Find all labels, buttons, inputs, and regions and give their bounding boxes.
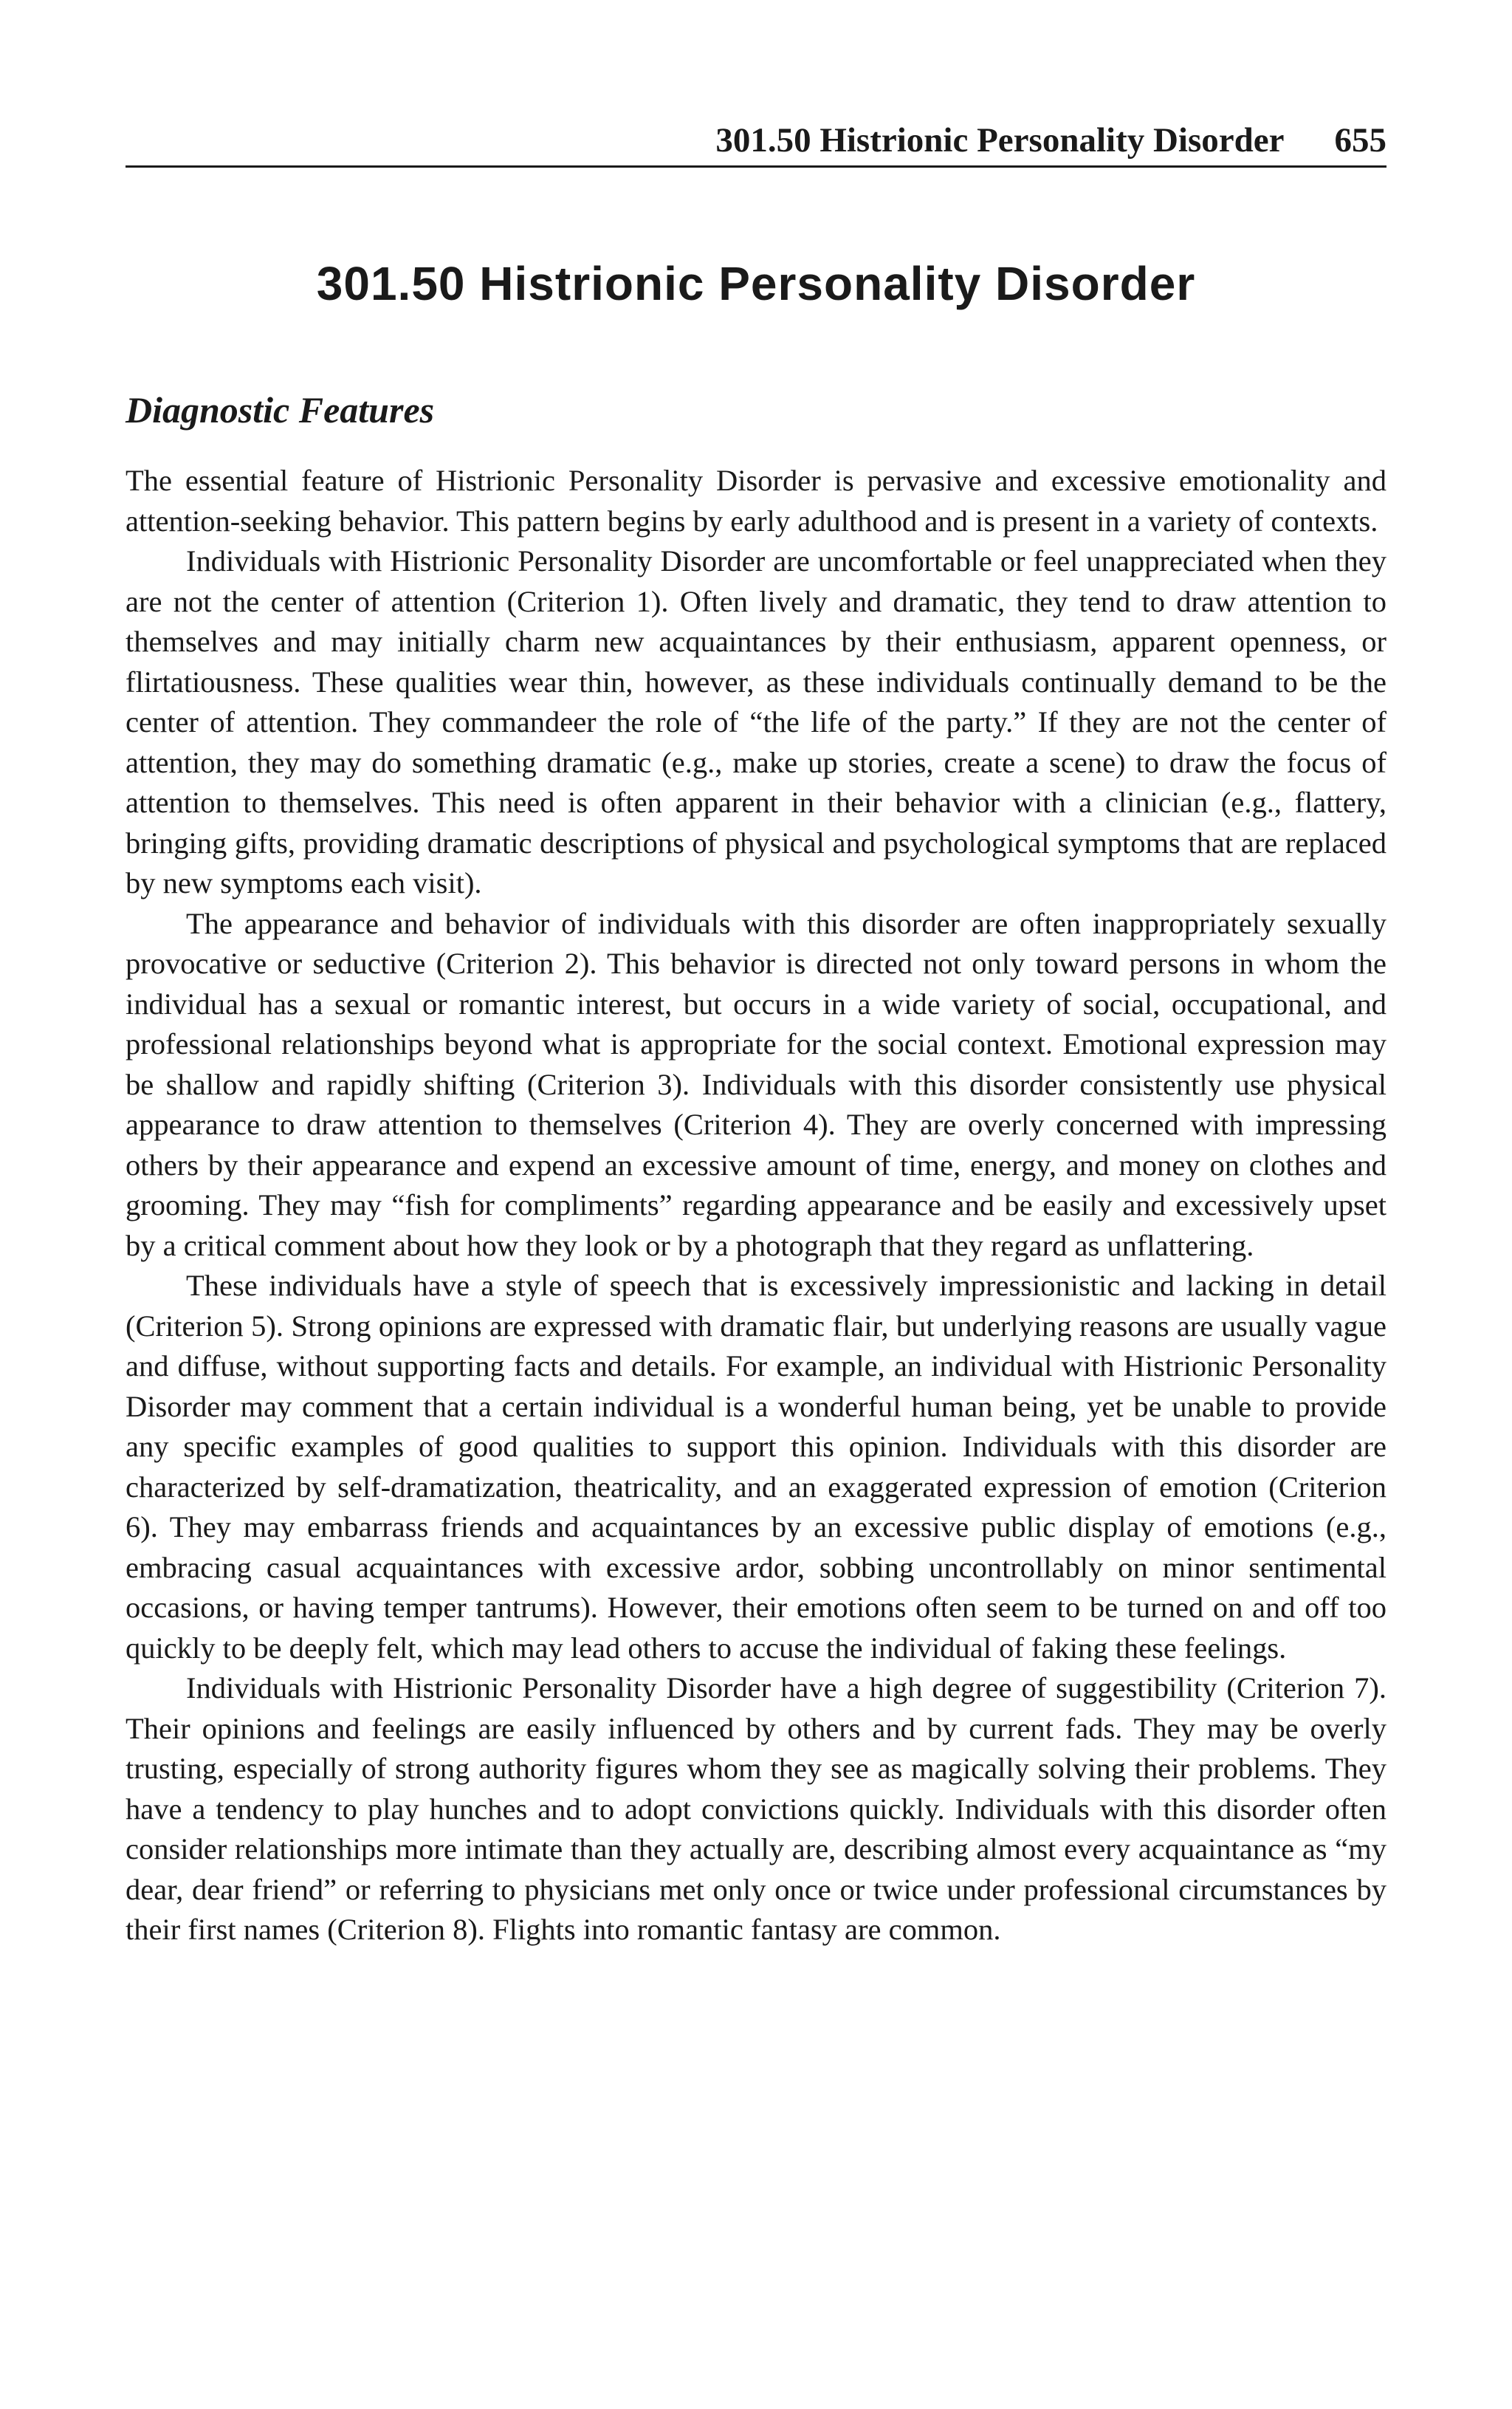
paragraph: Individuals with Histrionic Personality Disorder have a high degree of suggestibility (Criterion 7). Their opinions and feelings are easily influenced by others and by current fads. They may be overly trusting, especially of strong authority figures whom they see as magically solving their problems. They have a tendency to play hunches and to adopt convictions quickly. Individuals with this disorder often consider relationships more intimate than they actually are, describing almost every acquaintance as “my dear, dear friend” or referring to physicians met only once or twice under professional circumstances by their first names (Criterion 8). Flights into romantic fantasy are common. <box>126 1671 1386 1946</box>
paragraph: Individuals with Histrionic Personality Disorder are uncomfortable or feel unappreciated when they are not the center of attention (Criterion 1). Often lively and dramatic, they tend to draw attention to themselves and may initially charm new acquaintances by their enthusiasm, apparent openness, or flirtatiousness. These qualities wear thin, however, as these individuals continually demand to be the center of attention. They commandeer the role of “the life of the party.” If they are not the center of attention, they may do something dramatic (e.g., make up stories, create a scene) to draw the focus of attention to themselves. This need is often apparent in their behavior with a clinician (e.g., flattery, bringing gifts, providing dramatic descriptions of physical and psychological symptoms that are replaced by new symptoms each visit). <box>126 544 1386 899</box>
page-number: 655 <box>1334 121 1386 160</box>
header-rule <box>126 165 1386 168</box>
running-header-title: 301.50 Histrionic Personality Disorder <box>715 121 1285 160</box>
section-heading: Diagnostic Features <box>126 389 435 431</box>
body-text <box>126 461 1386 1950</box>
paragraph: The appearance and behavior of individuals with this disorder are often inappropriately sexually provocative or seductive (Criterion 2). This behavior is directed not only toward persons in whom the individual has a sexual or romantic interest, but occurs in a wide variety of social, occupational, and professional relationships beyond what is appropriate for the social context. Emotional expression may be shallow and rapidly shifting (Criterion 3). Individuals with this disorder consistently use physical appearance to draw attention to themselves (Criterion 4). They are overly concerned with impressing others by their appearance and expend an excessive amount of time, energy, and money on clothes and grooming. They may “fish for compliments” regarding appearance and be easily and excessively upset by a critical comment about how they look or by a photograph that they regard as unflattering. <box>126 906 1386 1262</box>
running-header <box>126 111 1386 158</box>
chapter-title: 301.50 Histrionic Personality Disorder <box>316 257 1196 310</box>
paragraph: The essential feature of Histrionic Personality Disorder is pervasive and excessive emotionality and attention-seeking behavior. This pattern begins by early adulthood and is present in a variety of contexts. <box>126 464 1386 538</box>
paragraph: These individuals have a style of speech that is excessively impressionistic and lacking in detail (Criterion 5). Strong opinions are expressed with dramatic flair, but underlying reasons are usually vague and diffuse, without supporting facts and details. For example, an individual with Histrionic Personality Disorder may comment that a certain individual is a wonderful human being, yet be unable to provide any specific examples of good qualities to support this opinion. Individuals with this disorder are characterized by self-dramatization, theatricality, and an exaggerated expression of emotion (Criterion 6). They may embarrass friends and acquaintances by an excessive public display of emotions (e.g., embracing casual acquaintances with excessive ardor, sobbing uncontrollably on minor sentimental occasions, or having temper tantrums). However, their emotions often seem to be turned on and off too quickly to be deeply felt, which may lead others to accuse the individual of faking these feelings. <box>126 1269 1386 1665</box>
